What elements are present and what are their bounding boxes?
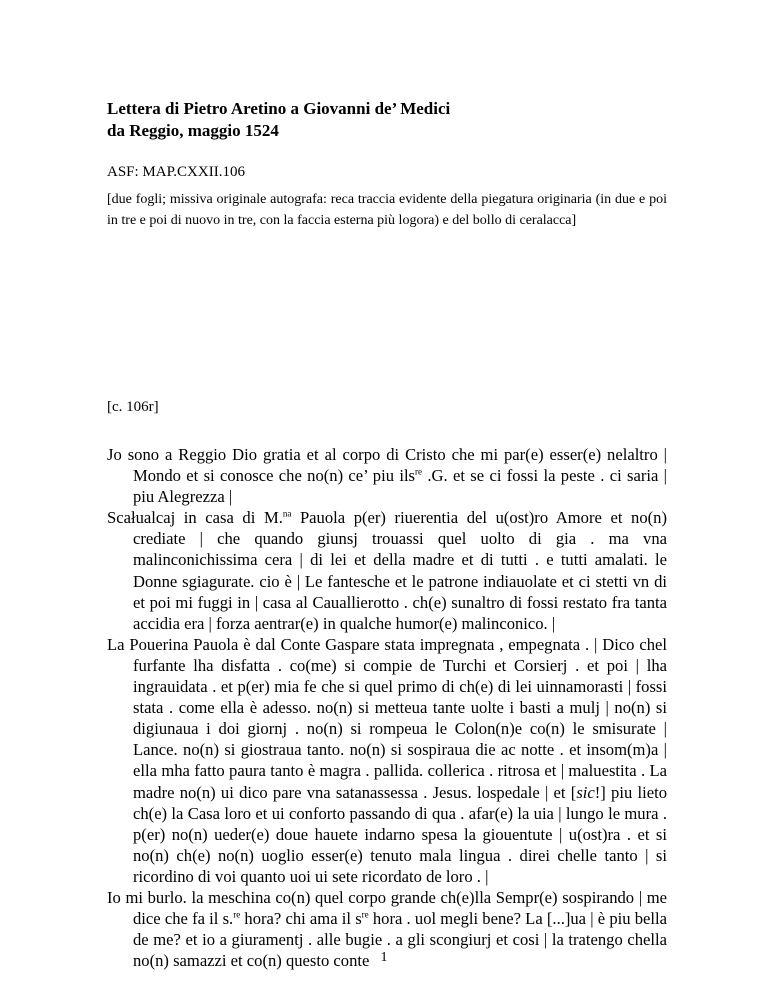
folio-marker: [c. 106r] bbox=[107, 399, 159, 415]
text-run: Scałualcaj in casa di M. bbox=[107, 508, 283, 528]
paragraph-2 bbox=[107, 507, 667, 634]
text-run: Pauola p(er) riuerentia del u(ost)ro Amore et no(n) crediate | che quando giunsj trouassi quel uolto di gia . ma vna malinconichissima cera | di lei et della madre et di tutti . e tutti amalati. le Donne sgiagurate. cio è | Le fantesche et le patrone indiauolate et ci stetti vn di et poi mi fuggi in | casa al Cauallierotto . ch(e) sunaltro di fossi restato fra tanta accidia era | forza aentrar(e) in qualche humor(e) malinconico. | bbox=[133, 508, 667, 633]
text-run: hora? chi ama il s bbox=[240, 909, 362, 929]
text-run: !] piu lieto ch(e) la Casa loro et ui conforto passando di qua . afar(e) la uia | lungo le mura . p(er) no(n) ueder(e) doue hauete indarno spesa la giouentute | u(ost)ra . et si no(n) ch(e) no(n) uoglio esser(e) tenuto mala lingua . direi chelle tanto | si ricordino di voi quanto uoi ui sete ricordato de loro . | bbox=[133, 782, 668, 886]
sic-italic: sic bbox=[576, 782, 595, 802]
paragraph-3 bbox=[107, 634, 667, 887]
title-line-2: da Reggio, maggio 1524 bbox=[107, 121, 279, 140]
text-run: La Pouerina Pauola è dal Conte Gaspare stata impregnata , empegnata . | Dico chel furfante lha disfatta . co(me) si compie de Turchi et Corsierj . et poi | lha ingrauidata . et p(er) mia fe che si quel primo di ch(e) di lei uinnamorasti | fossi stata . come ella è adesso. no(n) si metteua tante uolte i basti a mulj | no(n) si digiunaua i doi giornj . no(n) si rompeua le Colon(n)e co(n) le smisurate | Lance. no(n) si giostraua tanto. no(n) si sospiraua die ac notte . et insom(m)a | ella mha fatto paura tanto è magra . pallida. collerica . ritrosa et | maluestita . La madre no(n) ui dico pare vna satanassessa . Jesus. lospedale | et [ bbox=[107, 634, 667, 802]
page-number: 1 bbox=[380, 950, 388, 965]
superscript: re bbox=[415, 466, 423, 477]
title-line-1: Lettera di Pietro Aretino a Giovanni de’ Medici bbox=[107, 99, 451, 118]
text-run: Io mi burlo. la meschina co(n) quel corpo grande ch(e)lla Sempr(e) sospirando | me dice che fa il s. bbox=[107, 887, 667, 929]
document-description: [due fogli; missiva originale autografa: reca traccia evidente della piegatura originaria (in due e poi in tre e poi di nuovo in tre, con la faccia esterna più logora) e del bollo di ceralacca] bbox=[107, 192, 667, 228]
letter-title bbox=[107, 98, 667, 142]
paragraph-1 bbox=[107, 444, 667, 507]
text-run: .G. et se ci fossi la peste . ci saria | piu Alegrezza | bbox=[133, 466, 668, 507]
text-run: hora . uol megli bene? La [...]ua | è piu bella de me? et io a giuramentj . alle bugie . a gli scongiurj et cosi | la tratengo chella no(n) samazzi et co(n) questo conte bbox=[133, 909, 667, 971]
archive-reference: ASF: MAP.CXXII.106 bbox=[107, 164, 245, 180]
superscript: re bbox=[361, 909, 369, 920]
superscript: re bbox=[233, 909, 241, 920]
text-run: Jo sono a Reggio Dio gratia et al corpo di Cristo che mi par(e) esser(e) nelaltro | Mondo et si conosce che no(n) ce’ piu ils bbox=[107, 445, 667, 486]
superscript: na bbox=[282, 508, 292, 519]
letter-transcription bbox=[107, 444, 667, 971]
